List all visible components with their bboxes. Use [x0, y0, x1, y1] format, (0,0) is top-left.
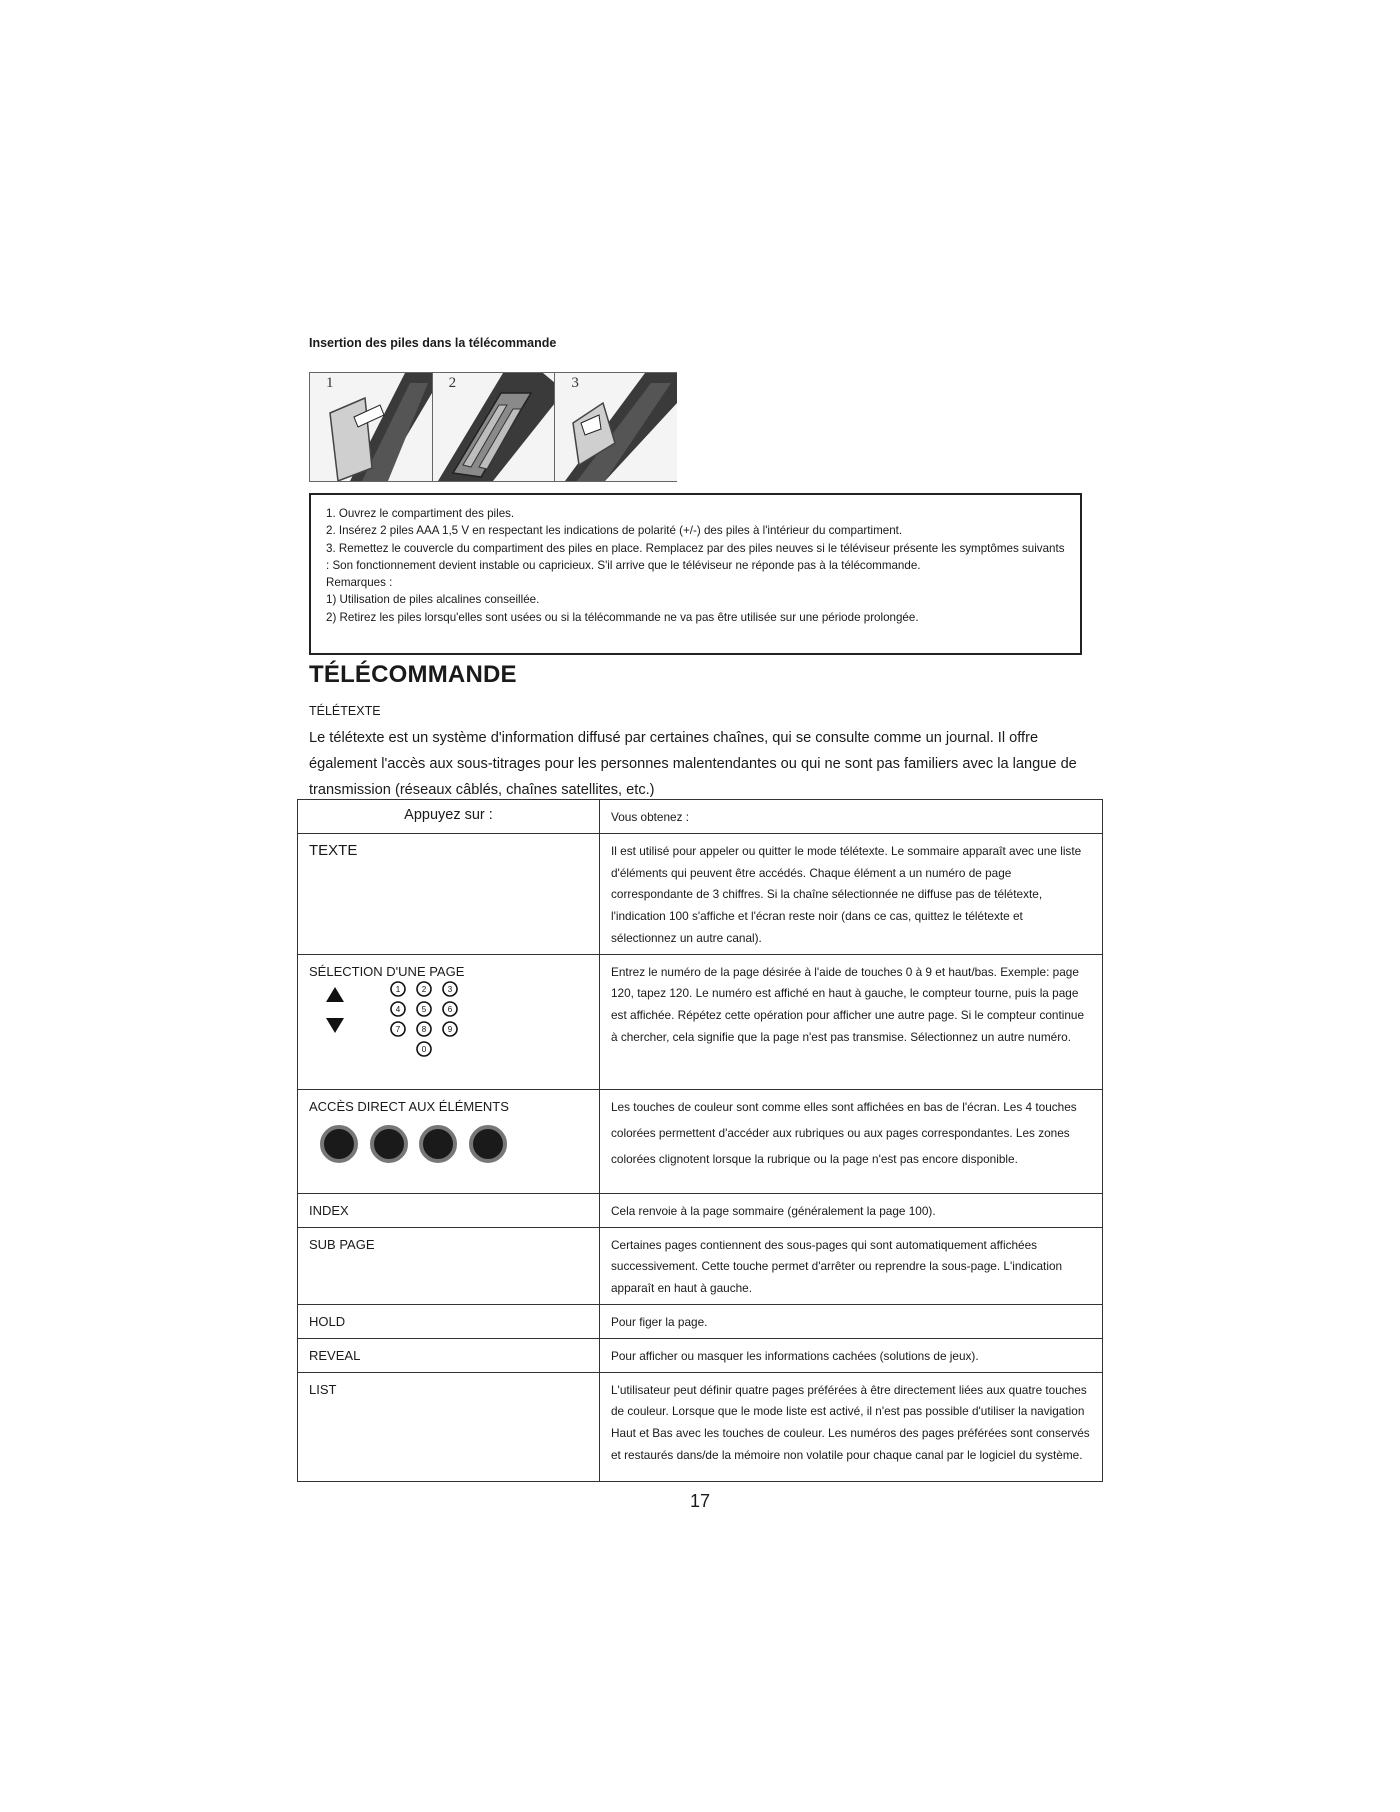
key-label: HOLD	[309, 1313, 346, 1329]
key-label: SÉLECTION D'UNE PAGE	[309, 963, 465, 979]
numeric-keypad-icon	[391, 982, 457, 1056]
instruction-line: 1) Utilisation de piles alcalines conseillée.	[326, 593, 540, 607]
table-row	[298, 1227, 1103, 1304]
keypad-digit: 5	[421, 1004, 427, 1014]
key-label: ACCÈS DIRECT AUX ÉLÉMENTS	[309, 1098, 509, 1114]
table-row	[298, 1304, 1103, 1338]
battery-insertion-figure	[309, 372, 677, 482]
key-description: L'utilisateur peut définir quatre pages préférées à être directement liées aux quatre touches de couleur. Lorsque que le mode liste est activé, il n'est pas possible d'utiliser la navigation Haut et Bas avec les touches de couleur. Les numéros des pages préférées sont conservés et restaurés dans/de la mémoire non volatile pour chaque canal par le logiciel du système.	[611, 1382, 1090, 1462]
table-header-row	[298, 800, 1103, 834]
battery-section-title: Insertion des piles dans la télécommande	[309, 336, 557, 350]
battery-instructions-box	[309, 493, 1082, 655]
key-description: Entrez le numéro de la page désirée à l'aide de touches 0 à 9 et haut/bas. Exemple: page 120, tapez 120. Le numéro est affiché en haut à gauche, le compteur tourne, puis la page est affichée. Répétez cette opération pour afficher une autre page. Si le compteur continue à chercher, cela signifie que la page n'est pas transmise. Sélectionnez un autre numéro.	[611, 964, 1085, 1044]
table-row	[298, 1372, 1103, 1481]
header-result: Vous obtenez :	[611, 810, 690, 824]
page-selection-keys-illustration	[298, 979, 599, 1084]
keypad-digit: 6	[447, 1004, 453, 1014]
section-subheading: TÉLÉTEXTE	[309, 704, 381, 718]
teletext-functions-table	[297, 799, 1103, 1482]
keypad-digit: 2	[421, 984, 427, 994]
keypad-digit: 7	[395, 1024, 401, 1034]
keypad-digit: 8	[421, 1024, 427, 1034]
instruction-line: 3. Remettez le couvercle du compartiment des piles en place. Remplacez par des piles neuves si le téléviseur présente les symptômes suivants : Son fonctionnement devient instable ou capricieux. S'il arrive que le téléviseur ne réponde pas à la télécommande.	[326, 541, 1065, 572]
table-row	[298, 1338, 1103, 1372]
down-arrow-icon	[326, 1018, 344, 1033]
color-key-icon	[471, 1127, 505, 1161]
color-keys-illustration	[298, 1114, 599, 1174]
step-number: 1	[326, 375, 334, 391]
keypad-digit: 9	[447, 1024, 453, 1034]
page-number: 17	[689, 1491, 711, 1511]
instruction-line: 2) Retirez les piles lorsqu'elles sont usées ou si la télécommande ne va pas être utilisée sur une période prolongée.	[326, 610, 919, 624]
color-key-icon	[421, 1127, 455, 1161]
keypad-digit: 3	[447, 984, 453, 994]
keypad-digit: 4	[395, 1004, 401, 1014]
key-label: REVEAL	[309, 1347, 361, 1363]
battery-step-2-illustration	[432, 372, 555, 482]
intro-paragraph: Le télétexte est un système d'information diffusé par certaines chaînes, qui se consulte comme un journal. Il offre également l'accès aux sous-titrages pour les personnes malentendantes ou qui ne sont pas familiers avec la langue de transmission (réseaux câblés, chaînes satellites, etc.)	[309, 730, 1077, 798]
instruction-line: Remarques :	[326, 576, 393, 590]
key-description: Il est utilisé pour appeler ou quitter le mode télétexte. Le sommaire apparaît avec une liste d'éléments qui peuvent être accédés. Chaque élément a un numéro de page correspondante de 3 chiffres. Si la chaîne sélectionnée ne diffuse pas de télétexte, l'indication 100 s'affiche et l'écran reste noir (dans ce cas, quittez le télétexte et sélectionnez un autre canal).	[611, 844, 1082, 945]
color-key-icon	[372, 1127, 406, 1161]
key-description: Pour figer la page.	[611, 1314, 708, 1329]
instruction-line: 1. Ouvrez le compartiment des piles.	[326, 507, 515, 520]
table-row	[298, 834, 1103, 955]
step-number: 3	[571, 375, 579, 391]
page-heading: TÉLÉCOMMANDE	[309, 661, 517, 688]
key-label: TEXTE	[309, 842, 358, 859]
keypad-digit: 1	[395, 984, 401, 994]
key-description: Pour afficher ou masquer les informations cachées (solutions de jeux).	[611, 1348, 979, 1363]
header-press: Appuyez sur :	[404, 807, 493, 823]
keypad-digit: 0	[421, 1044, 427, 1054]
instruction-line: 2. Insérez 2 piles AAA 1,5 V en respectant les indications de polarité (+/-) des piles à l'intérieur du compartiment.	[326, 524, 903, 538]
step-number: 2	[448, 375, 457, 391]
battery-step-3-illustration	[554, 372, 677, 482]
key-description: Cela renvoie à la page sommaire (généralement la page 100).	[611, 1203, 936, 1218]
table-row	[298, 954, 1103, 1089]
up-arrow-icon	[326, 987, 344, 1002]
table-row	[298, 1089, 1103, 1193]
key-label: LIST	[309, 1381, 337, 1397]
key-label: SUB PAGE	[309, 1236, 375, 1252]
key-description: Certaines pages contiennent des sous-pages qui sont automatiquement affichées successivement. Cette touche permet d'arrêter ou reprendre la sous-page. L'indication apparaît en haut à gauche.	[611, 1237, 1063, 1295]
color-key-icon	[322, 1127, 356, 1161]
key-label: INDEX	[309, 1202, 349, 1218]
table-row	[298, 1193, 1103, 1227]
key-description: Les touches de couleur sont comme elles sont affichées en bas de l'écran. Les 4 touches colorées permettent d'accéder aux rubriques ou aux pages correspondantes. Les zones colorées clignotent lorsque la rubrique ou la page n'est pas encore disponible.	[611, 1099, 1077, 1166]
battery-step-1-illustration	[309, 372, 432, 482]
